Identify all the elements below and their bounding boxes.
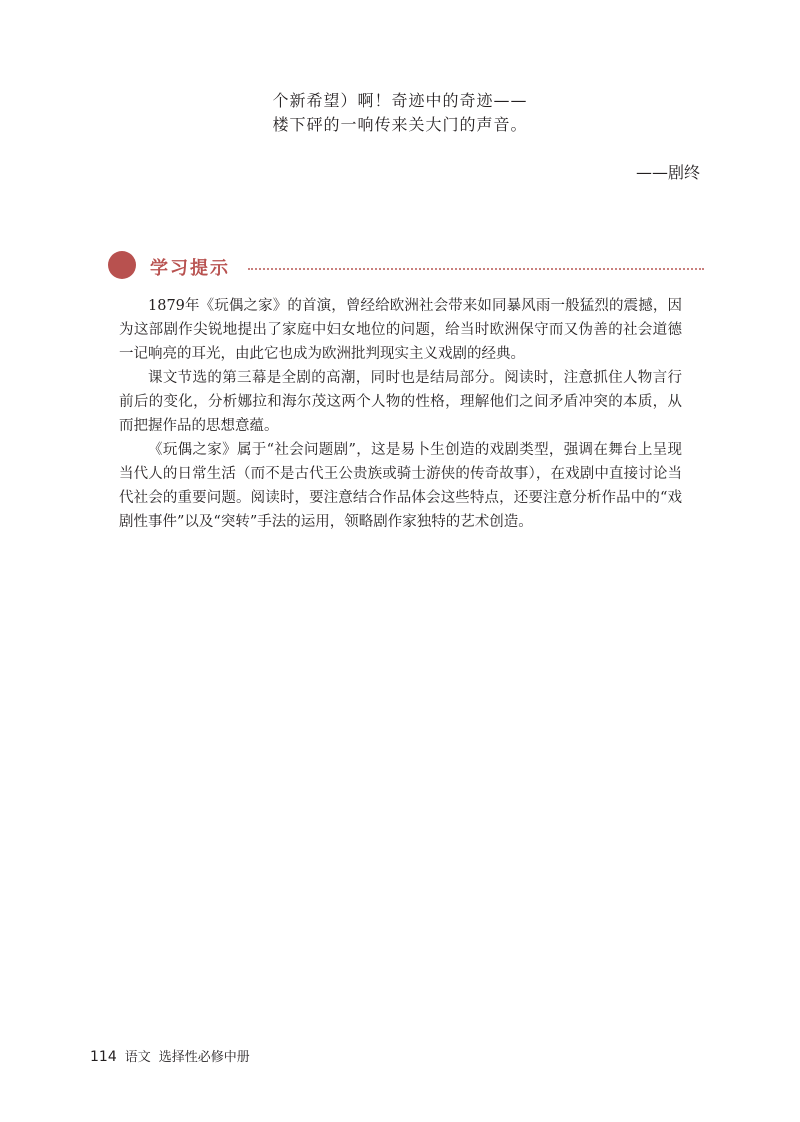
tips-paragraph-2: 课文节选的第三幕是全剧的高潮，同时也是结局部分。阅读时，注意抓住人物言行前后的变化，分析娜拉和海尔茂这两个人物的性格，理解他们之间矛盾冲突的本质，从而把握作品的思想意蕴。 <box>119 370 682 434</box>
section-dotted-rule <box>248 268 704 270</box>
verse-line-1 <box>0 88 800 111</box>
footer-subject: 语文 <box>124 1050 151 1065</box>
tips-paragraph-3: 《玩偶之家》属于“社会问题剧”，这是易卜生创造的戏剧类型，强调在舞台上呈现当代人的日常生活（而不是古代王公贵族或骑士游侠的传奇故事），在戏剧中直接讨论当代社会的重要问题。阅读时，要注意结合作品体会这些特点，还要注意分析作品中的“戏剧性事件”以及“突转”手法的运用，领略剧作家独特的艺术创造。 <box>119 442 682 530</box>
page-number: 114 <box>90 1049 117 1065</box>
verse-line-2: 楼下砰的一响传来关大门的声音。 <box>272 115 528 134</box>
tips-paragraph-1: 1879年《玩偶之家》的首演，曾经给欧洲社会带来如同暴风雨一般猛烈的震撼，因为这部剧作尖锐地提出了家庭中妇女地位的问题，给当时欧洲保守而又伪善的社会道德一记响亮的耳光，由此它也成为欧洲批判现实主义戏剧的经典。 <box>119 298 682 362</box>
section-title: 学习提示 <box>150 258 230 279</box>
tips-body <box>119 294 682 534</box>
section-dot-icon <box>108 251 136 279</box>
verse-stage-direction: 个新希望） <box>272 91 358 110</box>
curtain-text: ——剧终 <box>635 163 700 182</box>
section-header <box>108 251 704 285</box>
verse-exclamation: 啊！奇迹中的奇迹—— <box>357 91 528 110</box>
footer-book: 选择性必修中册 <box>158 1050 250 1065</box>
page-footer <box>90 1046 258 1065</box>
